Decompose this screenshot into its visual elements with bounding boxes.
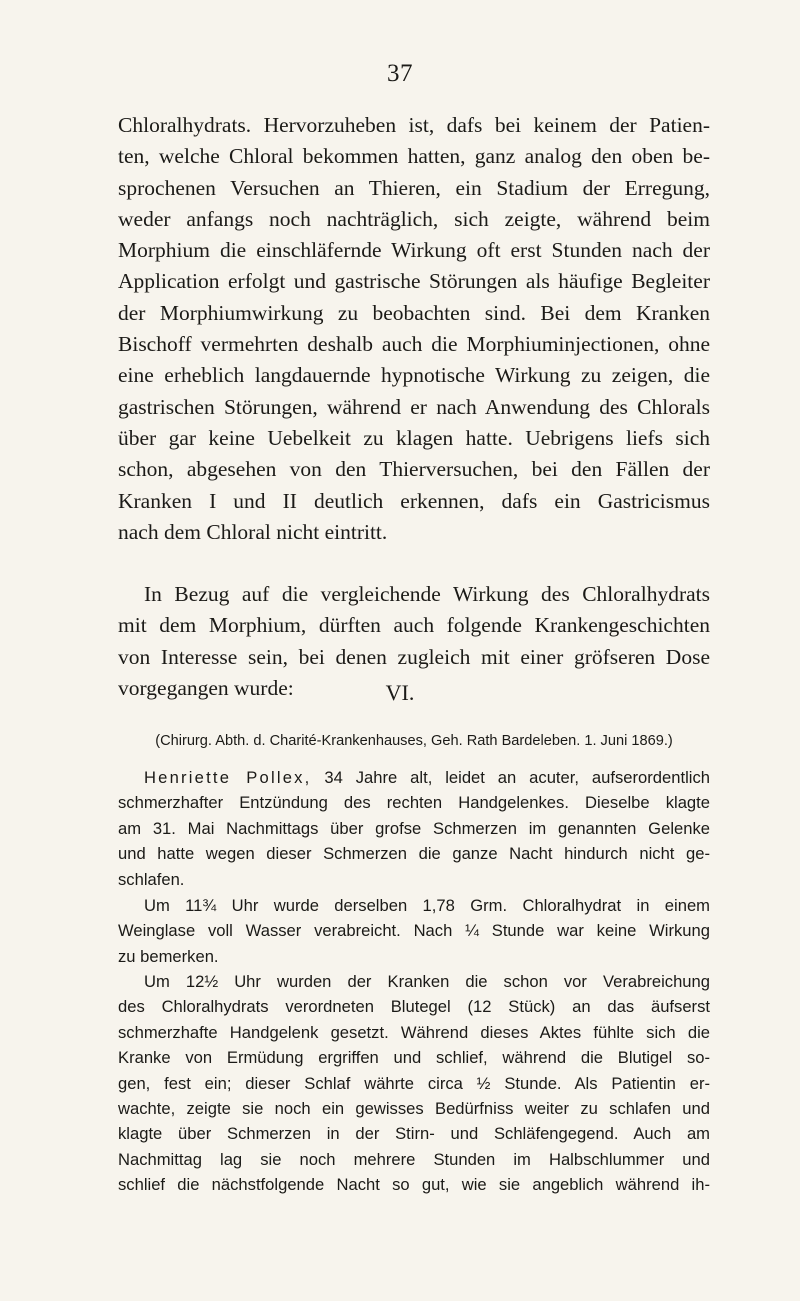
- text-line: vorgegangen wurde:: [118, 675, 294, 700]
- text-line: nach dem Chloral nicht eintritt.: [118, 519, 388, 544]
- text-line: schmerzhafter Entzündung des rechten Handgelenkes. Dieselbe klagte: [118, 793, 710, 813]
- text-line: Chloralhydrats. Hervorzuheben ist, dafs bei keinem der Patien-: [118, 113, 710, 137]
- case-paragraph-leeches: [118, 969, 710, 1198]
- text-line: schlief die nächstfolgende Nacht so gut, wie sie angeblich während ih-: [118, 1175, 710, 1195]
- text-line: sprochenen Versuchen an Thieren, ein Stadium der Erregung,: [118, 175, 710, 200]
- text-line: schon, abgesehen von den Thierversuchen, bei den Fällen der: [118, 457, 710, 482]
- text-line: In Bezug auf die vergleichende Wirkung des Chloralhydrats: [144, 582, 710, 606]
- patient-name: Henriette Pollex,: [144, 768, 312, 787]
- text-line: Um 12½ Uhr wurden der Kranken die schon vor Verabreichung: [144, 972, 710, 991]
- text-line: der Morphiumwirkung zu beobachten sind. Bei dem Kranken: [118, 300, 710, 325]
- text-line: von Interesse sein, bei denen zugleich mit einer gröfseren Dose: [118, 644, 710, 669]
- text-line: Application erfolgt und gastrische Störungen als häufige Begleiter: [118, 269, 710, 294]
- text-line: Weinglase voll Wasser verabreicht. Nach ¼ Stunde war keine Wirkung: [118, 921, 710, 941]
- text-line: zu bemerken.: [118, 946, 219, 966]
- text-line: gastrischen Störungen, während er nach Anwendung des Chlorals: [118, 394, 710, 419]
- text-line: schlafen.: [118, 869, 185, 889]
- text-line: klagte über Schmerzen in der Stirn- und Schläfengegend. Auch am: [118, 1124, 710, 1144]
- text-line: Nachmittag lag sie noch mehrere Stunden im Halbschlummer und: [118, 1149, 710, 1169]
- text-fragment: 34 Jahre alt, leidet an acuter, aufserordentlich: [324, 768, 710, 787]
- text-line: gen, fest ein; dieser Schlaf währte circa ½ Stunde. Als Patientin er-: [118, 1073, 710, 1093]
- text-line: Morphium die einschläfernde Wirkung oft erst Stunden nach der: [118, 238, 710, 263]
- text-line: über gar keine Uebelkeit zu klagen hatte. Uebrigens liefs sich: [118, 425, 710, 450]
- page-number: 37: [387, 60, 413, 87]
- clinic-source-note: (Chirurg. Abth. d. Charité-Krankenhauses, Geh. Rath Bardeleben. 1. Juni 1869.): [155, 733, 673, 749]
- text-line: mit dem Morphium, dürften auch folgende Krankengeschichten: [118, 613, 710, 638]
- text-line: Kranken I und II deutlich erkennen, dafs ein Gastricismus: [118, 488, 710, 513]
- case-paragraph-dose: [118, 893, 710, 969]
- text-line: am 31. Mai Nachmittags über grofse Schmerzen im genannten Gelenke: [118, 818, 710, 838]
- text-line: eine erheblich langdauernde hypnotische Wirkung zu zeigen, die: [118, 363, 710, 388]
- text-line: ten, welche Chloral bekommen hatten, ganz analog den oben be-: [118, 144, 710, 169]
- case-paragraph-patient: [118, 765, 710, 892]
- text-line: Um 11¾ Uhr wurde derselben 1,78 Grm. Chloralhydrat in einem: [144, 896, 710, 915]
- text-line: [118, 765, 710, 790]
- text-line: des Chloralhydrats verordneten Blutegel (12 Stück) an das äufserst: [118, 997, 710, 1017]
- text-line: Bischoff vermehrten deshalb auch die Morphiuminjectionen, ohne: [118, 332, 710, 357]
- text-line: wachte, zeigte sie noch ein gewisses Bedürfniss weiter zu schlafen und: [118, 1099, 710, 1119]
- paragraph-chloral-comparison: [118, 110, 710, 548]
- section-heading: VI.: [385, 680, 415, 705]
- text-line: schmerzhafte Handgelenk gesetzt. Während dieses Aktes fühlte sich die: [118, 1022, 710, 1042]
- text-line: weder anfangs noch nachträglich, sich zeigte, während beim: [118, 206, 710, 231]
- text-line: Kranke von Ermüdung ergriffen und schlief, während die Blutigel so-: [118, 1048, 710, 1068]
- text-line: und hatte wegen dieser Schmerzen die ganze Nacht hindurch nicht ge-: [118, 844, 710, 864]
